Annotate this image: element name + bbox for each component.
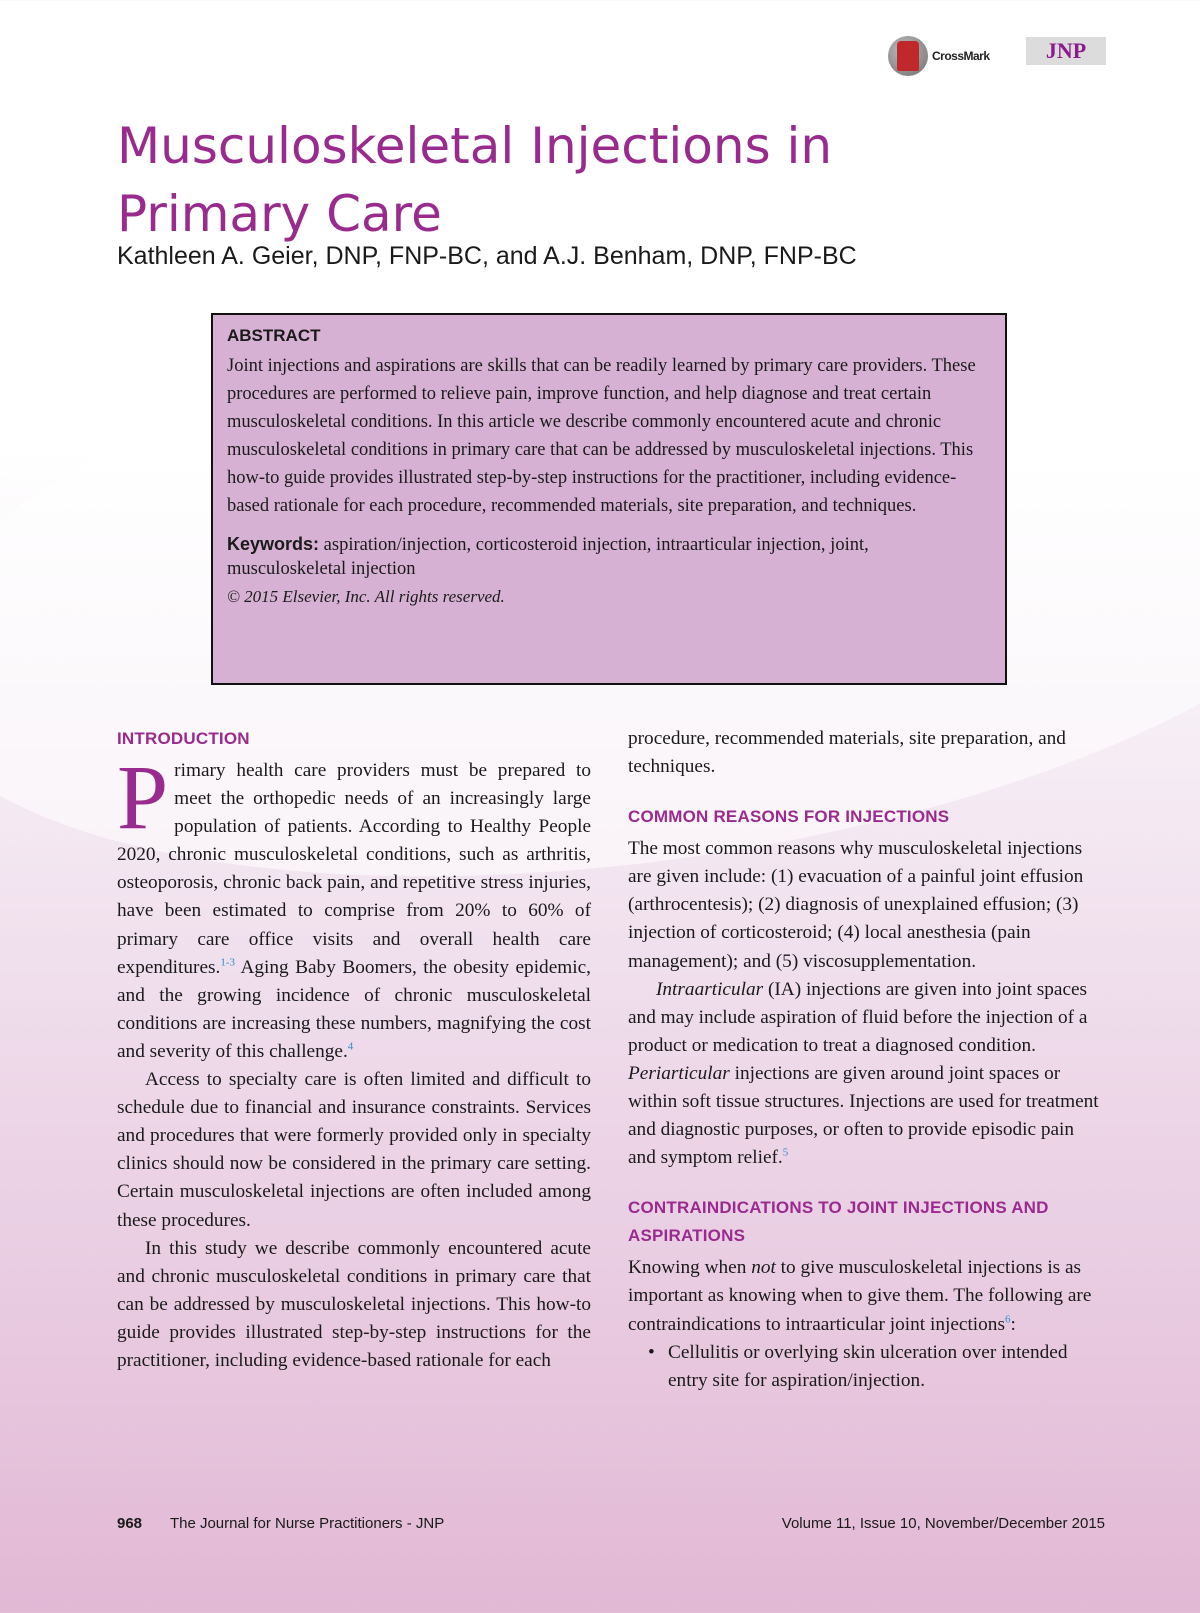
contra-paragraph-1 bbox=[628, 1254, 1106, 1338]
crossmark-icon bbox=[888, 36, 928, 76]
title-line-2: Primary Care bbox=[117, 185, 442, 243]
reference-link-6[interactable]: 6 bbox=[1004, 1313, 1011, 1326]
list-item bbox=[648, 1339, 1106, 1395]
section-heading-contraindications: CONTRAINDICATIONS TO JOINT INJECTIONS AND ASPIRATIONS bbox=[628, 1198, 1049, 1246]
contra-p1-text-a: Knowing when bbox=[628, 1257, 752, 1279]
intro-p1-text-a: rimary health care providers must be prepared to meet the orthopedic needs of an increasingly large population of patients. According to Healthy People 2020, chronic musculoskeletal conditions, such as arthritis, osteoporosis, chronic back pain, and repetitive stress injuries, have been estimated to comprise from 20% to 60% of primary care office visits and overall health care expenditures. bbox=[117, 760, 591, 978]
intro-paragraph-2: Access to specialty care is often limited and difficult to schedule due to financial and insurance constraints. Services and procedures that were formerly provided only in specialty clinics should now be considered in the primary care setting. Certain musculoskeletal injections are often included among these procedures. bbox=[117, 1069, 591, 1231]
list-item-text: Cellulitis or overlying skin ulceration over intended entry site for aspiration/injection. bbox=[668, 1341, 1068, 1391]
page-number: 968 bbox=[117, 1515, 143, 1532]
drop-cap: P bbox=[117, 746, 169, 848]
crossmark-label: CrossMark bbox=[932, 49, 990, 63]
title-line-1: Musculoskeletal Injections in bbox=[117, 117, 833, 175]
abstract-heading: ABSTRACT bbox=[227, 326, 321, 345]
intro-p1-text-b: Aging Baby Boomers, the obesity epidemic, and the growing incidence of chronic musculoskeletal conditions are increasing these numbers, magnifying the cost and severity of this challenge. bbox=[117, 956, 591, 1062]
footer-issue-info: Volume 11, Issue 10, November/December 2015 bbox=[781, 1515, 1105, 1532]
keywords-label: Keywords: bbox=[227, 534, 320, 554]
intro-paragraph-3: In this study we describe commonly encountered acute and chronic musculoskeletal conditions in primary care that can be addressed by musculoskeletal injections. This how-to guide provides illustrated step-by-step instructions for the practitioner, including evidence-based rationale for each bbox=[117, 1237, 591, 1371]
common-paragraph-1: The most common reasons why musculoskeletal injections are given include: (1) evacuation of a painful joint effusion (arthrocentesis); (2) diagnosis of unexplained effusion; (3) injection of corticosteroid; (4) local anesthesia (pain management); and (5) viscosupplementation. bbox=[628, 838, 1084, 972]
common-p2-text-a: (IA) injections are given into joint spaces and may include aspiration of fluid before the injection of a product or medication to treat a diagnosed condition. bbox=[628, 978, 1088, 1056]
reference-link-5[interactable]: 5 bbox=[782, 1146, 789, 1159]
reference-link-1-3[interactable]: 1-3 bbox=[220, 956, 236, 969]
footer-journal-name: The Journal for Nurse Practitioners - JNP bbox=[169, 1515, 445, 1532]
intro-paragraph-1 bbox=[117, 746, 591, 1066]
article-authors: Kathleen A. Geier, DNP, FNP-BC, and A.J. Benham, DNP, FNP-BC bbox=[117, 242, 857, 270]
abstract-box bbox=[211, 313, 1007, 685]
bullet-icon: • bbox=[648, 1341, 655, 1363]
section-heading-introduction: INTRODUCTION bbox=[117, 729, 250, 748]
abstract-text: Joint injections and aspirations are skills that can be readily learned by primary care providers. These procedures are performed to relieve pain, improve function, and help diagnose and treat certain musculoskeletal conditions. In this article we describe commonly encountered acute and chronic musculoskeletal conditions in primary care that can be addressed by musculoskeletal injections. This how-to guide provides illustrated step-by-step instructions for the practitioner, including evidence-based rationale for each procedure, recommended materials, site preparation, and techniques. bbox=[227, 356, 976, 516]
contra-p1-text-c: : bbox=[1010, 1313, 1016, 1335]
term-periarticular: Periarticular bbox=[628, 1062, 730, 1084]
abstract-keywords bbox=[227, 532, 991, 581]
keywords-list: aspiration/injection, corticosteroid injection, intraarticular injection, joint, musculoskeletal injection bbox=[227, 535, 869, 579]
crossmark-badge[interactable] bbox=[888, 36, 990, 76]
contra-emphasis-not: not bbox=[751, 1257, 776, 1279]
term-intraarticular: Intraarticular bbox=[656, 978, 764, 1000]
journal-logo: JNP bbox=[1026, 37, 1106, 65]
copyright-line: © 2015 Elsevier, Inc. All rights reserved. bbox=[227, 587, 505, 606]
contraindications-list bbox=[628, 1339, 1106, 1395]
contra-p1-text-b: to give musculoskeletal injections is as important as knowing when to give them. The following are contraindications to intraarticular joint injections bbox=[628, 1257, 1092, 1335]
intro-paragraph-3-continued: procedure, recommended materials, site preparation, and techniques. bbox=[628, 728, 1066, 778]
article-title bbox=[117, 112, 1017, 248]
common-paragraph-2 bbox=[628, 976, 1106, 1173]
reference-link-4[interactable]: 4 bbox=[347, 1040, 354, 1053]
page-footer bbox=[117, 1515, 1105, 1532]
left-column bbox=[117, 725, 591, 1375]
common-p2-text-b: injections are given around joint spaces or within soft tissue structures. Injections are used for treatment and diagnostic purposes, or often to provide episodic pain and symptom relief. bbox=[628, 1062, 1099, 1169]
right-column bbox=[628, 725, 1106, 1395]
section-heading-common-reasons: COMMON REASONS FOR INJECTIONS bbox=[628, 807, 950, 827]
